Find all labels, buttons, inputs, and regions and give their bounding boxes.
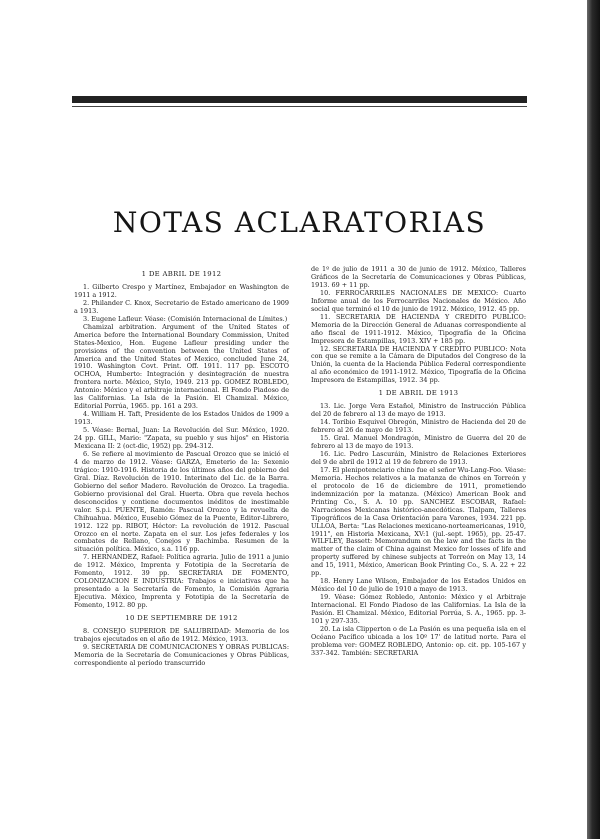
footnote: 19. Véase: Gómez Robledo, Antonio: México y el Arbitraje Internacional. El Fondo Piadoso de las Californias. La Isla de la Pasión. El Chamizal. México, Editorial Porrúa, S. A., 1965. pp. 3-101 y 297-335. — [311, 593, 526, 625]
footnote: 2. Philander C. Knox, Secretario de Estado americano de 1909 a 1913. — [74, 298, 289, 315]
footnote: 3. Eugene Lafleur. Véase: (Comisión Internacional de Límites.) — [83, 314, 288, 323]
section-date-heading: 1 DE ABRIL DE 1913 — [378, 389, 459, 398]
section-date-heading: 1 DE ABRIL DE 1912 — [141, 270, 222, 278]
footnote: 16. Lic. Pedro Lascuráin, Ministro de Relaciones Exteriores del 9 de abril de 1912 al 19 de febrero de 1913. — [311, 449, 526, 466]
footnote: 9. SECRETARIA DE COMUNICACIONES Y OBRAS PUBLICAS: Memoria de la Secretaría de Comunicaciones y Obras Públicas, correspondiente al período transcurrido — [74, 642, 289, 667]
footnote: 8. CONSEJO SUPERIOR DE SALUBRIDAD: Memoria de los trabajos ejecutados en el año de 1912. México, 1913. — [74, 626, 289, 643]
footnote: 6. Se refiere al movimiento de Pascual Orozco que se inició el 4 de marzo de 1912. Véase: GARZA, Emeterio de la: Sexenio trágico: 1910-1916. Historia de los últimos años del gobierno del Gral. Díaz. Revolución de 1910. Interinato del Lic. de la Barra. Gobierno del señor Madero. Revolución de Orozco. La tragedia. Gobierno provisional del Gral. Huerta. Obra que revela hechos desconocidos y contiene documentos inéditos de inestimable valor. S.p.i. PUENTE, Ramón: Pascual Orozco y la revuelta de Chihuahua. México, Eusebio Gómez de la Puente, Editor-Librero, 1912. 122 pp. RIBOT, Héctor: La revolución de 1912. Pascual Orozco en el norte. Zapata en el sur. Los jefes federales y los combates de Rellano, Conejos y Bachimba. Resumen de la situación política. México, s.a. 116 pp. — [74, 449, 289, 554]
book-spine-edge — [587, 0, 600, 839]
footnote: 1. Gilberto Crespo y Martínez, Embajador en Washington de 1911 a 1912. — [74, 282, 289, 299]
header-rule-thin — [72, 106, 527, 107]
footnote: 14. Toribio Esquivel Obregón, Ministro de Hacienda del 20 de febrero al 26 de mayo de 1913. — [311, 418, 526, 435]
footnote: 17. El plenipotenciario chino fue el señor Wu-Lang-Foo. Véase: Memoria. Hechos relativos a la matanza de chinos en Torreón y el protocolo de 16 de diciembre de 1911, prometiendo indemnización por la matanza. (México) American Book and Printing Co., S. A. 10 pp. SANCHEZ ESCOBAR, Rafael: Narraciones Mexicanas histórico-anecdóticas. Tlalpam, Talleres Tipográficos de la Casa Orientación para Varones, 1934. 221 pp. ULLOA, Berta: "Las Relaciones mexicano-norteamericanas, 1910, 1911", en Historia Mexicana, XV:1 (jul.-sept. 1965), pp. 25-47. WILFLEY, Bassett: Memorandum on the law and the facts in the matter of the claim of China against Mexico for losses of life and property suffered by chinese subjects at Torreón on May 13, 14 and 15, 1911, México, American Book Printing Co., S. A. 22 + 22 pp. — [311, 465, 526, 578]
footnote: 11. SECRETARIA DE HACIENDA Y CREDITO PUBLICO: Memoria de la Dirección General de Aduanas correspondiente al año fiscal de 1911-1912. México, Tipografía de la Oficina Impresora de Estampillas, 1913. XIV + 185 pp. — [311, 312, 526, 345]
footnote: 15. Gral. Manuel Mondragón, Ministro de Guerra del 20 de febrero al 13 de mayo de 1913. — [311, 434, 526, 451]
footnote: 13. Lic. Jorge Vera Estañol, Ministro de Instrucción Pública del 20 de febrero al 13 de mayo de 1913. — [311, 402, 526, 419]
header-rule-thick — [72, 96, 527, 103]
footnote: 5. Véase: Bernal, Juan: La Revolución del Sur. México, 1920. 24 pp. GILL, Mario: "Zapata, su pueblo y sus hijos" en Historia Mexicana II: 2 (oct-dic, 1952) pp. 294-312. — [74, 426, 289, 451]
footnote: 18. Henry Lane Wilson, Embajador de los Estados Unidos en México del 10 de julio de 1910 a mayo de 1913. — [311, 577, 526, 594]
footnote: 4. William H. Taft, Presidente de los Estados Unidos de 1909 a 1913. — [74, 410, 289, 427]
note-continuation: de 1º de julio de 1911 a 30 de junio de 1912. México, Talleres Gráficos de la Secretaría de Comunicaciones y Obras Públicas, 1913. 69 + 11 pp. — [311, 265, 526, 289]
footnote: 20. La isla Clipperton o de La Pasión es una pequeña isla en el Océano Pacífico ubicada a los 10º 17' de latitud norte. Para el problema ver: GOMEZ ROBLEDO, Antonio: op. cit. pp. 105-167 y 337-342. También: SECRETARIA — [311, 624, 526, 657]
right-column — [311, 266, 526, 658]
page-title: NOTAS ACLARATORIAS — [112, 206, 487, 239]
left-column — [74, 266, 289, 668]
footnote: 10. FERROCARRILES NACIONALES DE MEXICO: Cuarto Informe anual de los Ferrocarriles Nacionales de México. Año social que terminó el 10 de junio de 1912. México, 1912. 45 pp. — [311, 288, 526, 313]
section-date-heading: 10 DE SEPTIEMBRE DE 1912 — [125, 614, 238, 623]
footnote: 12. SECRETARIA DE HACIENDA Y CREDITO PUBLICO: Nota con que se remite a la Cámara de Diputados del Congreso de la Unión, la cuenta de la Hacienda Pública Federal correspondiente al año económico de 1911-1912. México, Tipografía de la Oficina Impresora de Estampillas, 1912. 34 pp. — [311, 344, 526, 385]
footnote: 7. HERNANDEZ, Rafael: Política agraria. Julio de 1911 a junio de 1912. México, Imprenta y Fototipia de la Secretaría de Fomento, 1912. 39 pp. SECRETARIA DE FOMENTO, COLONIZACION E INDUSTRIA: Trabajos e iniciativas que ha presentado a la Secretaría de Fomento, la Comisión Agraria Ejecutiva. México, Imprenta y Fototipia de la Secretaría de Fomento, 1912. 80 pp. — [74, 553, 289, 610]
footnote: Chamizal arbitration. Argument of the United States of America before the International Boundary Commission, United States-Mexico, Hon. Eugene Lafleur presiding under the provisions of the convention between the United States of America and the United States of Mexico, concluded June 24, 1910. Washington Covt. Print. Off. 1911. 117 pp. ESCOTO OCHOA, Humberto: Integración y desintegración de nuestra frontera norte. México, Stylo, 1949. 213 pp. GOMEZ ROBLEDO, Antonio: México y el arbitraje internacional. El Fondo Piadoso de las Californias. La Isla de la Pasión. El Chamizal. México, Editorial Porrúa, 1965. pp. 161 a 293. — [74, 322, 289, 411]
